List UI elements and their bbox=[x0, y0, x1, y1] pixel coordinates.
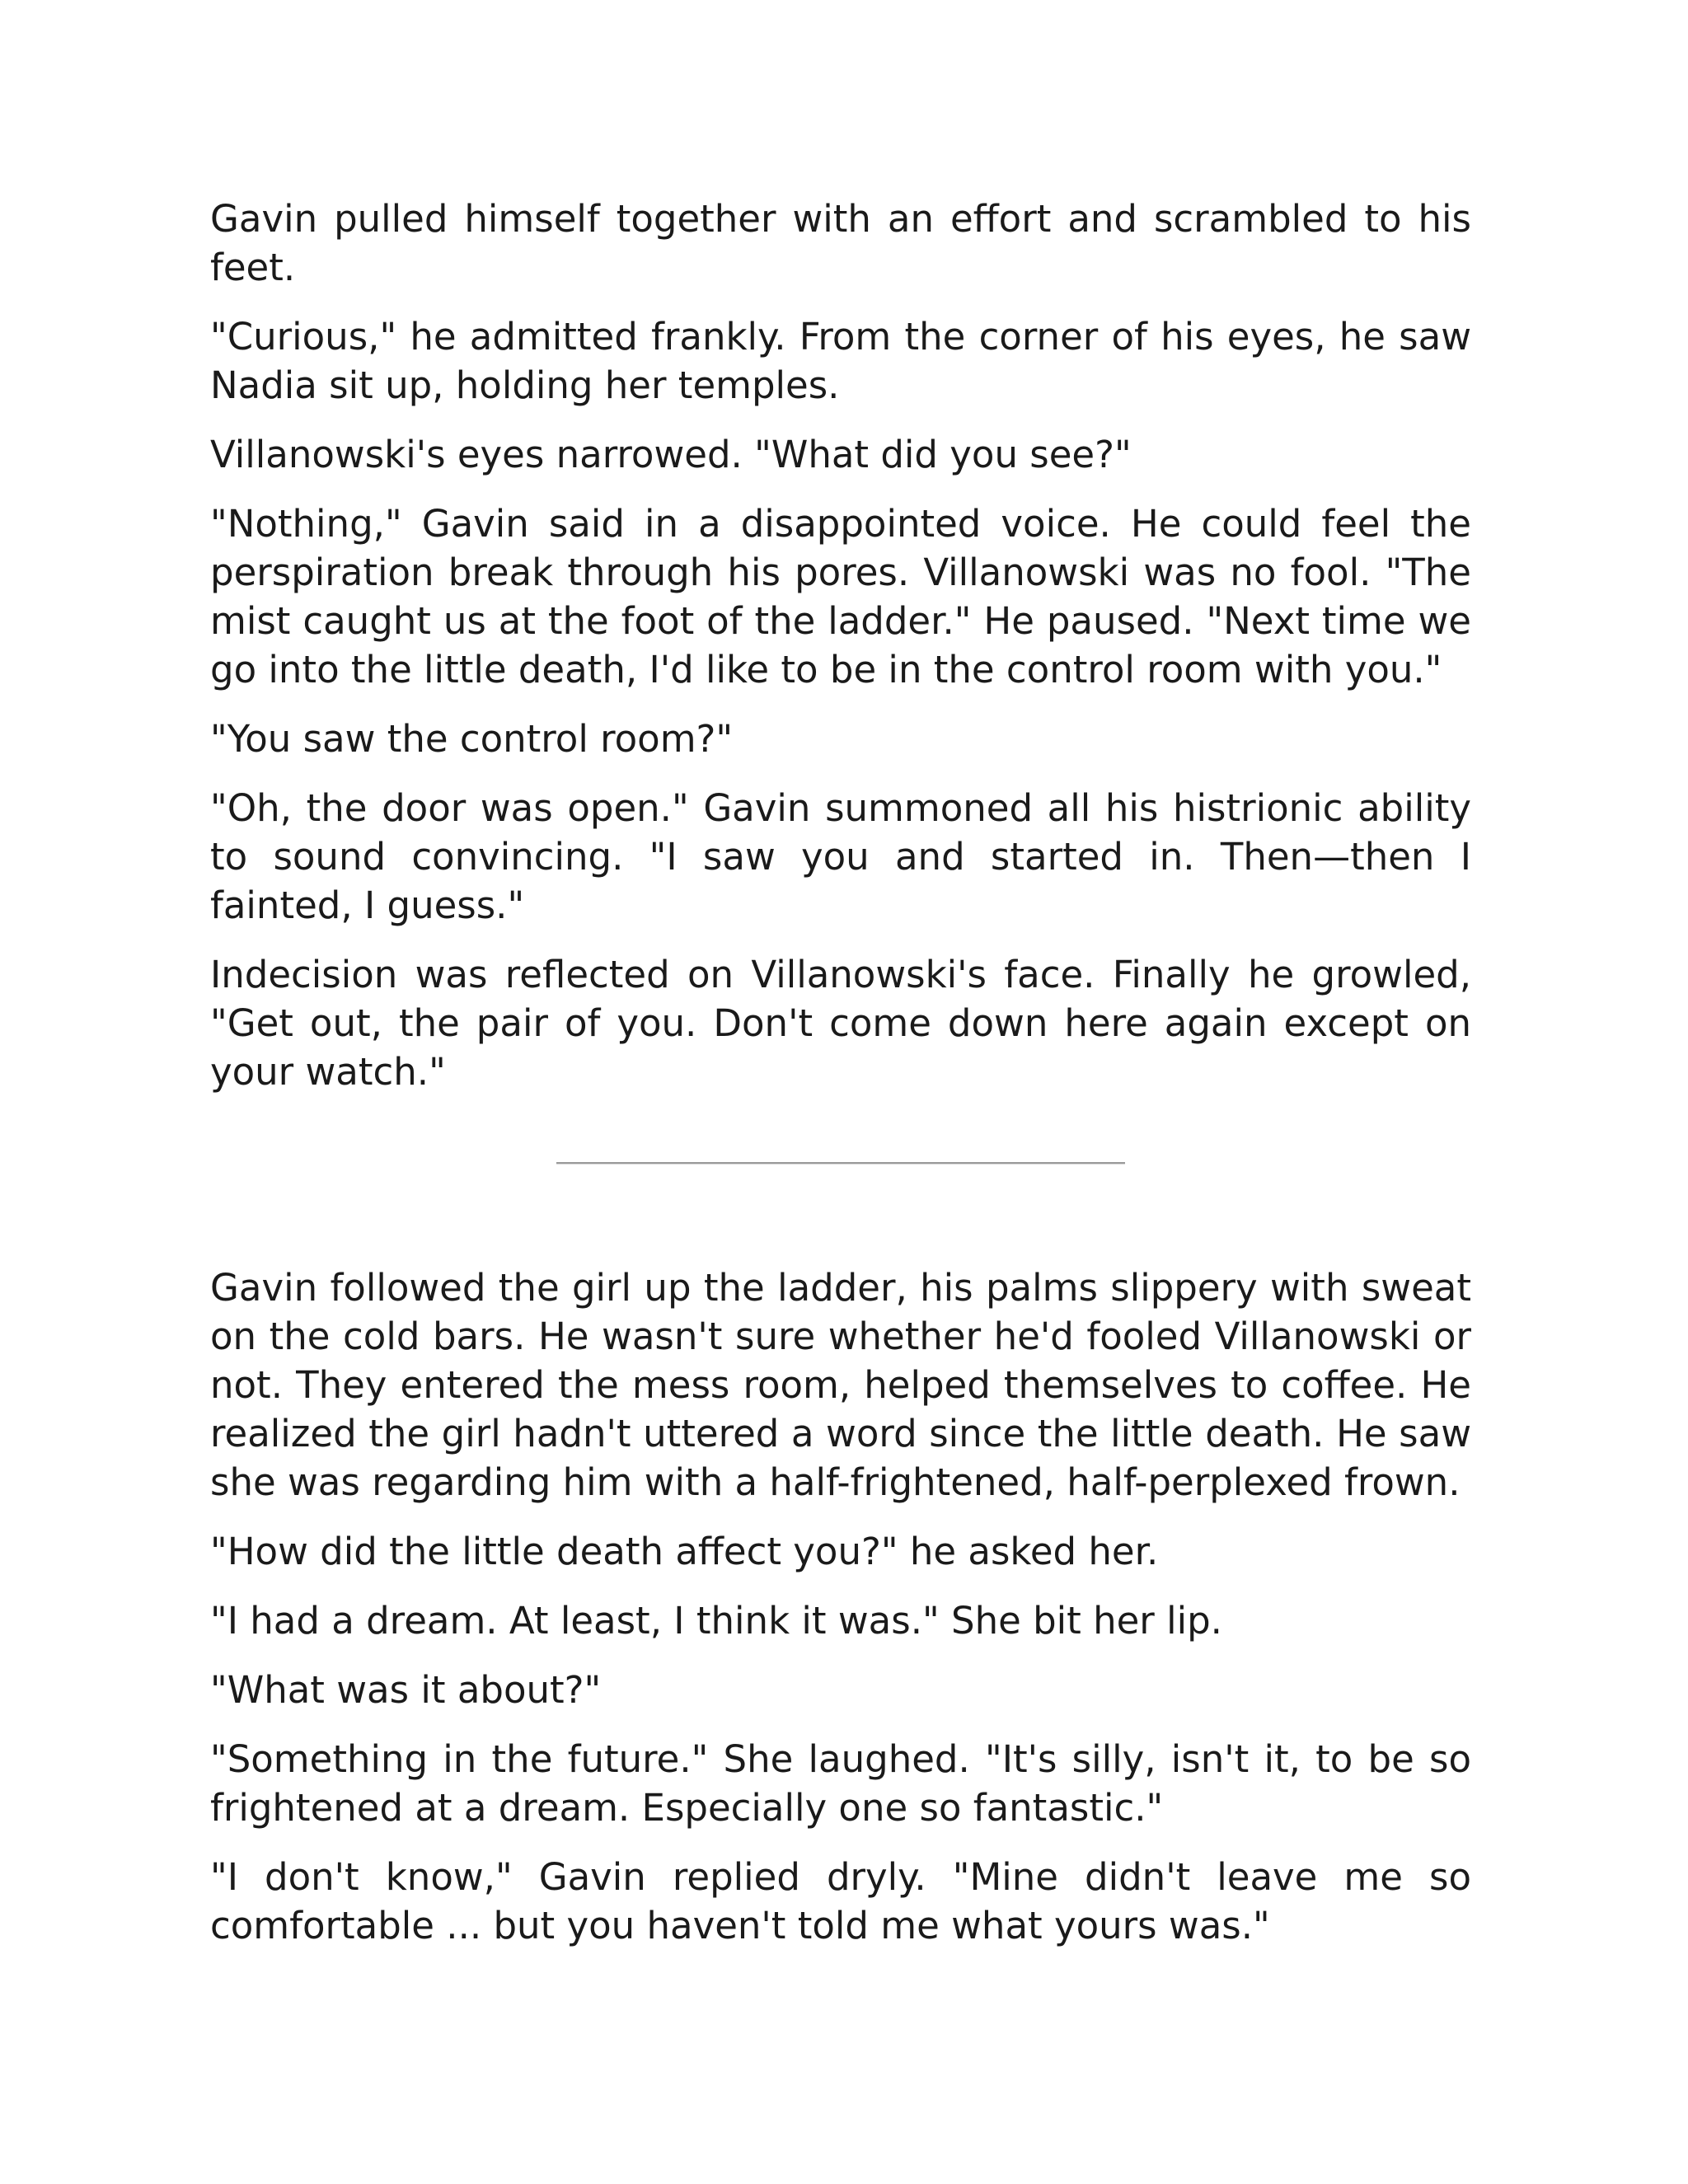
paragraph: "I don't know," Gavin replied dryly. "Mine didn't leave me so comfortable ... but you haven't told me what yours was." bbox=[210, 1855, 1471, 1947]
paragraph: Gavin followed the girl up the ladder, his palms slippery with sweat on the cold bars. He wasn't sure whether he'd fooled Villanowski or not. They entered the mess room, helped themselves to coffee. He realized the girl hadn't uttered a word since the little death. He saw she was regarding him with a half-frightened, half-perplexed frown. bbox=[210, 1266, 1471, 1504]
paragraph: Indecision was reflected on Villanowski's face. Finally he growled, "Get out, the pair of you. Don't come down here again except on your watch." bbox=[210, 953, 1471, 1094]
section-two bbox=[210, 1263, 1471, 1950]
paragraph: "You saw the control room?" bbox=[210, 717, 734, 761]
section-divider bbox=[556, 1162, 1125, 1165]
paragraph: "What was it about?" bbox=[210, 1668, 602, 1712]
paragraph: "Nothing," Gavin said in a disappointed voice. He could feel the perspiration break through his pores. Villanowski was no fool. "The mist caught us at the foot of the ladder." He paused. "Next time we go into the little death, I'd like to be in the control room with you." bbox=[210, 502, 1471, 691]
section-one bbox=[210, 194, 1471, 1096]
paragraph: "How did the little death affect you?" he asked her. bbox=[210, 1530, 1159, 1573]
paragraph: Villanowski's eyes narrowed. "What did you see?" bbox=[210, 433, 1132, 476]
paragraph: "Something in the future." She laughed. "It's silly, isn't it, to be so frightened at a dream. Especially one so fantastic." bbox=[210, 1737, 1471, 1830]
paragraph: "Oh, the door was open." Gavin summoned all his histrionic ability to sound convincing. "I saw you and started in. Then—then I fainted, I guess." bbox=[210, 786, 1471, 927]
book-page bbox=[210, 194, 1471, 1971]
paragraph: "Curious," he admitted frankly. From the corner of his eyes, he saw Nadia sit up, holding her temples. bbox=[210, 315, 1471, 407]
paragraph: "I had a dream. At least, I think it was." She bit her lip. bbox=[210, 1599, 1222, 1643]
paragraph: Gavin pulled himself together with an effort and scrambled to his feet. bbox=[210, 197, 1471, 289]
